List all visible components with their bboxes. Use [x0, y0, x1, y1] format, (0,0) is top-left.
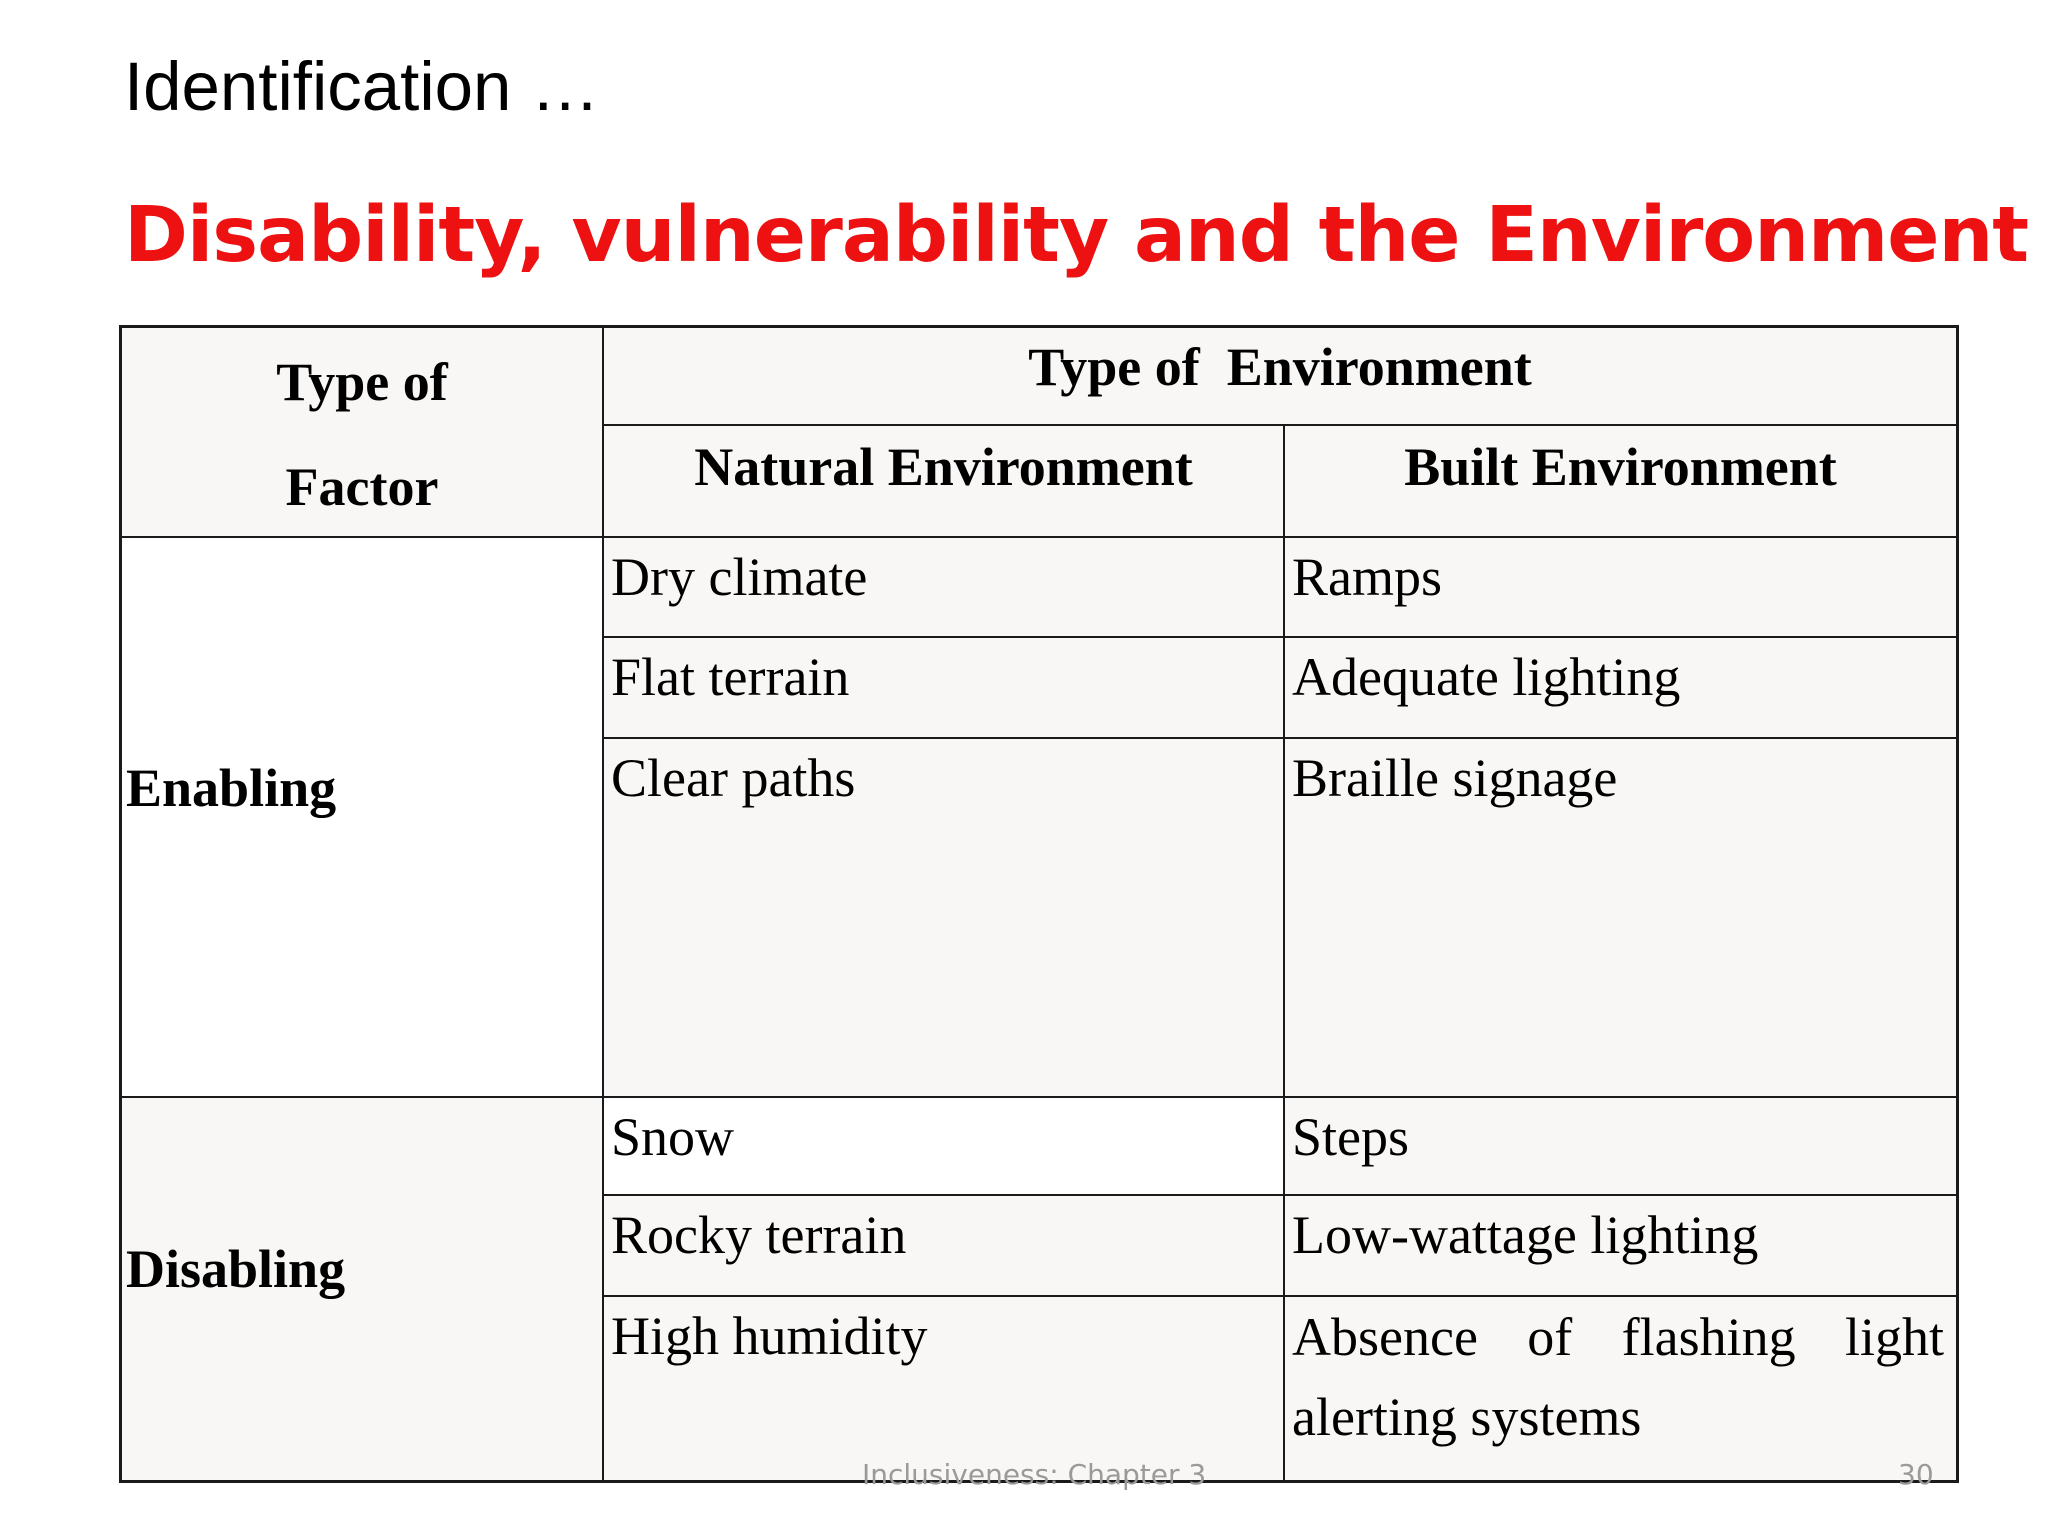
header-type-of-factor — [122, 328, 602, 536]
disabling-built-3: Absence of flashing light alerting systems — [1285, 1297, 1956, 1480]
header-natural-environment: Natural Environment — [604, 426, 1283, 536]
environment-factor-table — [119, 325, 1959, 1483]
disabling-natural-3: High humidity — [604, 1297, 1283, 1480]
enabling-built-2: Adequate lighting — [1285, 638, 1956, 737]
disabling-built-2: Low-wattage lighting — [1285, 1196, 1956, 1295]
header-type-of-environment: Type of Environment — [604, 328, 1956, 424]
page-number: 30 — [1898, 1458, 1934, 1491]
factor-enabling — [122, 538, 602, 1096]
footer-chapter-label: Inclusiveness: Chapter 3 — [862, 1458, 1207, 1491]
factor-disabling-label: Disabling — [126, 1239, 346, 1299]
header-built-environment: Built Environment — [1285, 426, 1956, 536]
enabling-built-1: Ramps — [1285, 538, 1956, 636]
factor-disabling — [122, 1098, 602, 1480]
disabling-built-1: Steps — [1285, 1098, 1956, 1194]
enabling-natural-1: Dry climate — [604, 538, 1283, 636]
slide-heading: Identification … — [124, 48, 600, 125]
enabling-natural-3: Clear paths — [604, 739, 1283, 1096]
enabling-natural-2: Flat terrain — [604, 638, 1283, 737]
factor-enabling-label: Enabling — [126, 758, 337, 818]
header-type-of-factor-line2: Factor — [285, 457, 439, 517]
header-type-of-factor-line1: Type of — [276, 352, 448, 412]
slide-title: Disability, vulnerability and the Environment — [124, 191, 2029, 280]
disabling-natural-1: Snow — [604, 1098, 1283, 1194]
disabling-natural-2: Rocky terrain — [604, 1196, 1283, 1295]
enabling-built-3: Braille signage — [1285, 739, 1956, 1096]
